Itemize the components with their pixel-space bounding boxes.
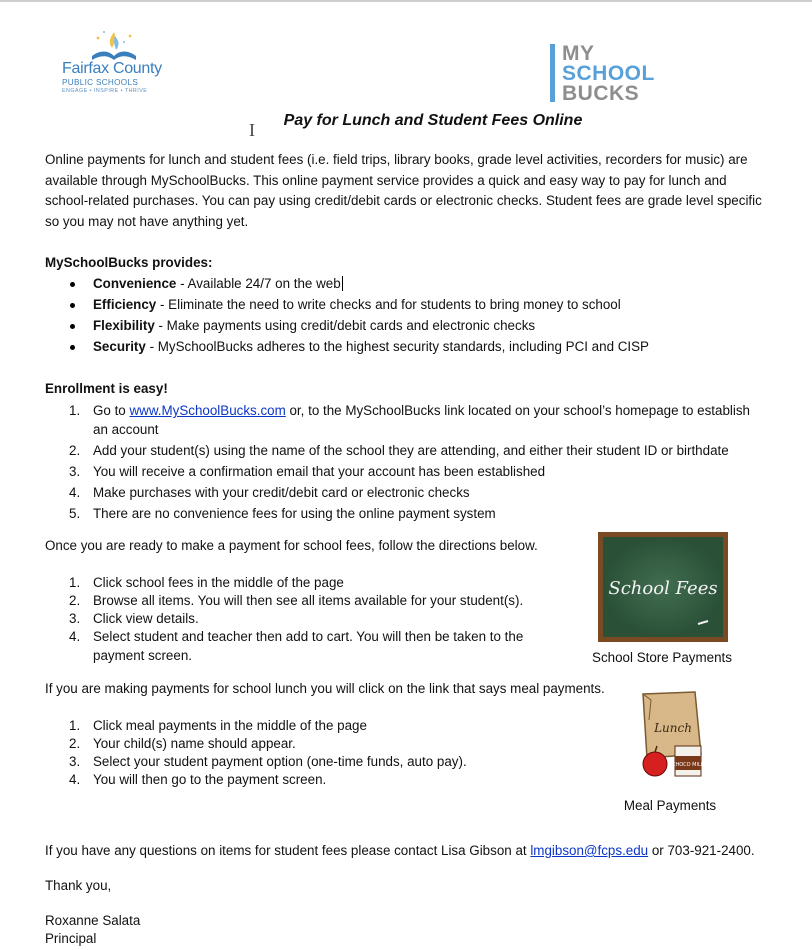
list-item	[45, 591, 545, 610]
benefit-term: Convenience	[93, 276, 177, 291]
signature-title: Principal	[45, 931, 97, 946]
step-number: 1.	[69, 403, 81, 418]
fcps-logo-sub: PUBLIC SCHOOLS	[62, 78, 139, 87]
step-number: 1.	[69, 575, 81, 590]
list-item	[45, 274, 649, 295]
list-item	[45, 483, 765, 502]
list-item	[45, 627, 545, 665]
fees-intro: Once you are ready to make a payment for school fees, follow the directions below.	[45, 538, 538, 553]
signature-name: Roxanne Salata	[45, 913, 141, 928]
step-text: Click meal payments in the middle of the page	[93, 718, 367, 733]
list-item	[45, 441, 765, 460]
step-text: Click view details.	[93, 611, 199, 626]
list-item	[45, 752, 585, 771]
fcps-logo-name: Fairfax County	[62, 60, 162, 77]
provides-list	[45, 274, 649, 358]
step-number: 4.	[69, 772, 81, 787]
step-text: Go to	[93, 403, 130, 418]
step-number: 1.	[69, 718, 81, 733]
step-text: Browse all items. You will then see all items available for your student(s).	[93, 593, 524, 608]
chalkboard-text: School Fees	[608, 578, 718, 599]
step-text: Select your student payment option (one-time funds, auto pay).	[93, 754, 467, 769]
list-item	[45, 401, 765, 439]
caret	[342, 276, 343, 291]
msb-logo-line1: MY	[562, 42, 595, 65]
myschoolbucks-link[interactable]: www.MySchoolBucks.com	[129, 403, 286, 418]
milk-carton-text: CHOCO MILK	[671, 762, 705, 768]
benefit-desc: - Eliminate the need to write checks and for students to bring money to school	[156, 297, 621, 312]
list-item	[45, 462, 765, 481]
fcps-logo-tagline: ENGAGE • INSPIRE • THRIVE	[62, 88, 148, 94]
step-number: 4.	[69, 629, 81, 644]
fees-steps	[45, 573, 545, 664]
msb-logo-bar	[550, 44, 555, 102]
enrollment-heading: Enrollment is easy!	[45, 381, 168, 396]
benefit-desc: - MySchoolBucks adheres to the highest security standards, including PCI and CISP	[145, 339, 649, 354]
contact-phone-text: or 703-921-2400.	[648, 843, 755, 858]
list-item	[45, 716, 585, 735]
step-number: 3.	[69, 464, 81, 479]
enrollment-steps	[45, 401, 765, 525]
step-text: There are no convenience fees for using the online payment system	[93, 506, 496, 521]
school-store-caption: School Store Payments	[592, 650, 732, 665]
step-text: Click school fees in the middle of the page	[93, 575, 344, 590]
list-item	[45, 573, 545, 592]
list-item	[45, 337, 649, 358]
benefit-term: Flexibility	[93, 318, 155, 333]
step-number: 5.	[69, 506, 81, 521]
list-item	[45, 504, 765, 523]
meal-steps	[45, 716, 585, 788]
list-item	[45, 316, 649, 337]
school-fees-chalkboard-image	[598, 532, 728, 642]
closing-text: Thank you,	[45, 878, 112, 893]
step-number: 3.	[69, 754, 81, 769]
msb-logo-line2: SCHOOL	[562, 62, 655, 85]
fcps-book-flame-icon	[84, 28, 144, 64]
step-number: 2.	[69, 443, 81, 458]
step-number: 2.	[69, 736, 81, 751]
step-text: Your child(s) name should appear.	[93, 736, 296, 751]
step-text: Make purchases with your credit/debit card or electronic checks	[93, 485, 470, 500]
fcps-logo	[58, 28, 168, 98]
benefit-term: Efficiency	[93, 297, 157, 312]
step-text: Select student and teacher then add to cart. You will then be taken to the payment screen.	[93, 629, 524, 663]
list-item	[45, 295, 649, 316]
myschoolbucks-logo	[548, 44, 678, 106]
page-title: Pay for Lunch and Student Fees Online	[283, 112, 583, 129]
lunch-bag-text: Lunch	[654, 721, 692, 735]
lunch-bag-image	[635, 690, 715, 780]
step-text: or, to the MySchoolBucks link located on your school’s homepage to establish an account	[93, 403, 750, 437]
page-top-border	[0, 0, 812, 2]
email-link[interactable]: lmgibson@fcps.edu	[530, 843, 649, 858]
step-number: 2.	[69, 593, 81, 608]
list-item	[45, 770, 585, 789]
contact-paragraph	[45, 841, 767, 862]
contact-text: If you have any questions on items for student fees please contact Lisa Gibson at	[45, 843, 531, 858]
msb-logo-line3: BUCKS	[562, 82, 640, 105]
text-cursor-icon: I	[249, 120, 255, 140]
step-text: You will receive a confirmation email that your account has been established	[93, 464, 546, 479]
benefit-term: Security	[93, 339, 146, 354]
intro-paragraph: Online payments for lunch and student fees (i.e. field trips, library books, grade level activities, recorders for music) are available through MySchoolBucks. This online payment service provides a quick and easy way to pay for lunch and school-related purchases. You can pay using credit/debit cards or electronic checks. Student fees are grade level specific so you may not have anything yet.	[45, 152, 762, 229]
meals-intro: If you are making payments for school lunch you will click on the link that says meal payments.	[45, 681, 605, 696]
step-number: 4.	[69, 485, 81, 500]
step-text: You will then go to the payment screen.	[93, 772, 327, 787]
list-item	[45, 609, 545, 628]
step-number: 3.	[69, 611, 81, 626]
step-text: Add your student(s) using the name of the school they are attending, and either their student ID or birthdate	[93, 443, 729, 458]
benefit-desc: - Available 24/7 on the web	[176, 276, 341, 291]
provides-heading: MySchoolBucks provides:	[45, 255, 213, 270]
meal-payments-caption: Meal Payments	[623, 798, 717, 813]
benefit-desc: - Make payments using credit/debit cards and electronic checks	[154, 318, 536, 333]
list-item	[45, 734, 585, 753]
